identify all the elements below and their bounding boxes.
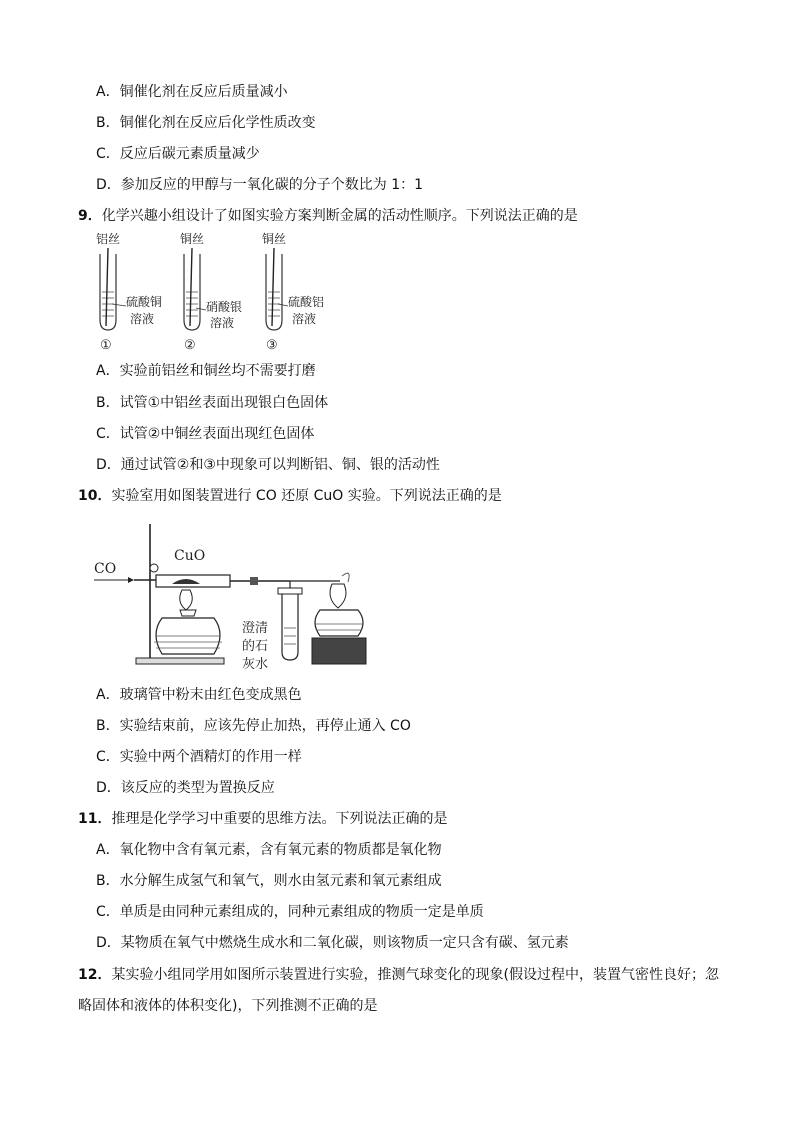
q8-option-b: B．铜催化剂在反应后化学性质改变 bbox=[96, 115, 316, 131]
tube-1-index: ① bbox=[100, 338, 112, 353]
q10-number: 10． bbox=[78, 488, 112, 504]
tube-1-wire-label: 铝丝 bbox=[96, 232, 121, 246]
co-inlet-arrow bbox=[94, 561, 134, 583]
q11-stem-text: 推理是化学学习中重要的思维方法。下列说法正确的是 bbox=[111, 811, 448, 827]
q10-option-c: C．实验中两个酒精灯的作用一样 bbox=[96, 749, 302, 765]
q10-option-b: B．实验结束前，应该先停止加热，再停止通入 CO bbox=[96, 718, 411, 734]
alcohol-lamp-2 bbox=[312, 573, 366, 664]
q9-figure-test-tubes bbox=[88, 232, 348, 354]
q11-stem bbox=[78, 810, 447, 828]
q9-stem bbox=[78, 207, 578, 225]
q11-option-c: C．单质是由同种元素组成的，同种元素组成的物质一定是单质 bbox=[96, 904, 484, 920]
q8-option-d: D．参加反应的甲醇与一氧化碳的分子个数比为 1：1 bbox=[96, 177, 424, 193]
q12-stem-line-1 bbox=[78, 966, 719, 984]
test-tube-2 bbox=[180, 232, 242, 353]
limewater-label-1: 澄清 bbox=[242, 621, 269, 636]
q10-option-d: D．该反应的类型为置换反应 bbox=[96, 780, 275, 796]
limewater-label-3: 灰水 bbox=[242, 657, 269, 672]
q10-stem-text: 实验室用如图装置进行 CO 还原 CuO 实验。下列说法正确的是 bbox=[111, 488, 502, 504]
q11-option-a: A．氧化物中含有氧元素，含有氧元素的物质都是氧化物 bbox=[96, 842, 442, 858]
tube-1-solution-label-1: 硫酸铜 bbox=[126, 295, 163, 309]
q12-stem-text-1: 某实验小组同学用如图所示装置进行实验，推测气球变化的现象(假设过程中，装置气密性良好；忽 bbox=[111, 967, 719, 983]
alcohol-lamp-1 bbox=[154, 590, 222, 654]
q9-option-c: C．试管②中铜丝表面出现红色固体 bbox=[96, 426, 315, 442]
q12-stem-line-2: 略固体和液体的体积变化)，下列推测不正确的是 bbox=[78, 998, 378, 1014]
tube-3-wire-label: 铜丝 bbox=[262, 232, 287, 246]
q10-stem bbox=[78, 487, 502, 505]
q11-number: 11． bbox=[78, 811, 112, 827]
q12-number: 12． bbox=[78, 967, 112, 983]
tube-2-wire-label: 铜丝 bbox=[180, 232, 205, 246]
q9-option-a: A．实验前铝丝和铜丝均不需要打磨 bbox=[96, 363, 316, 379]
co-label: CO bbox=[94, 561, 117, 577]
q8-option-c: C．反应后碳元素质量减少 bbox=[96, 146, 260, 162]
tube-3-solution-label-1: 硫酸铝 bbox=[288, 295, 325, 309]
q11-option-b: B．水分解生成氢气和氧气，则水由氢元素和氧元素组成 bbox=[96, 873, 442, 889]
tube-2-solution-label-2: 溶液 bbox=[210, 316, 235, 330]
q8-option-a: A．铜催化剂在反应后质量减小 bbox=[96, 84, 288, 100]
q9-option-d: D．通过试管②和③中现象可以判断铝、铜、银的活动性 bbox=[96, 457, 440, 473]
tube-3-index: ③ bbox=[266, 338, 278, 353]
limewater-tube bbox=[242, 588, 302, 672]
q10-figure-co-reduction-apparatus bbox=[90, 518, 380, 676]
tube-2-solution-label-1: 硝酸银 bbox=[206, 300, 243, 314]
q9-option-b: B．试管①中铝丝表面出现银白色固体 bbox=[96, 395, 329, 411]
test-tube-3 bbox=[262, 232, 324, 353]
limewater-label-2: 的石 bbox=[242, 639, 269, 654]
test-tube-1 bbox=[96, 232, 162, 353]
cuo-label: CuO bbox=[174, 548, 206, 564]
tube-3-solution-label-2: 溶液 bbox=[292, 312, 317, 326]
q9-number: 9． bbox=[78, 208, 102, 224]
q11-option-d: D．某物质在氧气中燃烧生成水和二氧化碳，则该物质一定只含有碳、氢元素 bbox=[96, 935, 569, 951]
tube-2-index: ② bbox=[184, 338, 196, 353]
q9-stem-text: 化学兴趣小组设计了如图实验方案判断金属的活动性顺序。下列说法正确的是 bbox=[101, 208, 578, 224]
q10-option-a: A．玻璃管中粉末由红色变成黑色 bbox=[96, 687, 302, 703]
tube-1-solution-label-2: 溶液 bbox=[130, 312, 155, 326]
